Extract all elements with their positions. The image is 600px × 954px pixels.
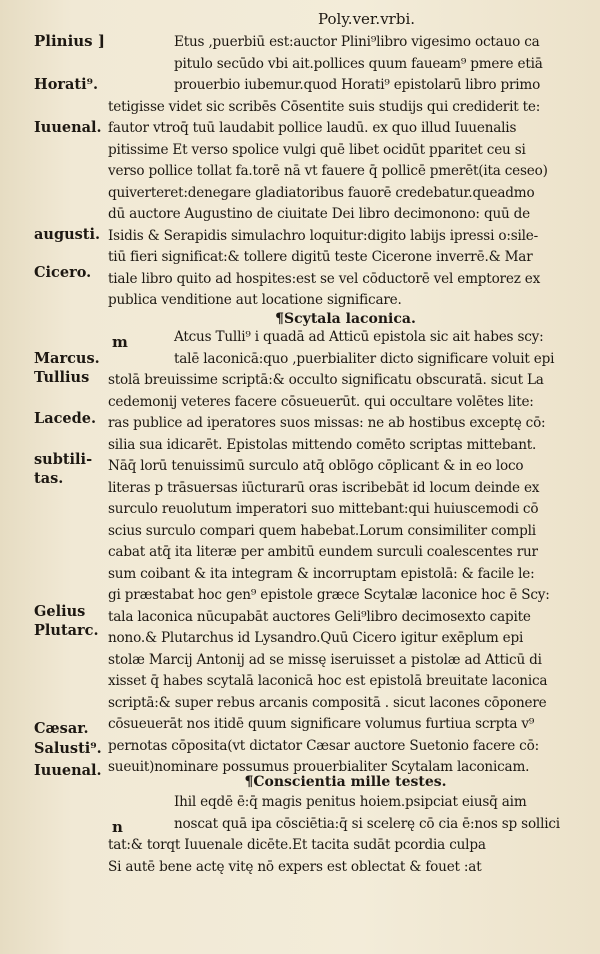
margin-note: Lacede. (34, 410, 97, 427)
text-line: talē laconicā:quo ,puerbialiter dicto significare voluit epi (174, 350, 555, 367)
text-line: pitissime Et verso spolice vulgi quē libet ocidūt pparitet ceu si (108, 141, 526, 158)
margin-note: Horati⁹. (34, 76, 99, 93)
text-line: sueuit)nominare possumus prouerbialiter Scytalam laconicam. (108, 759, 530, 775)
margin-note: Iuuenal. (34, 762, 102, 779)
text-line: cōsueuerāt nos itidē quum significare volumus furtiua scrpta v⁹ (108, 716, 535, 732)
text-line: prouerbio iubemur.quod Horati⁹ epistolarū libro primo (174, 77, 541, 93)
paragraph-etus (108, 32, 583, 312)
initial-letter: n (112, 818, 123, 836)
text-line: Si autē bene actę vitę nō expers est oblectat & fouet :at (108, 858, 482, 875)
margin-note: Salusti⁹. (34, 740, 102, 757)
text-line: tiū fieri significat:& tollere digitū teste Cicerone inverrē.& Mar (108, 249, 533, 265)
margin-note: Plutarc. (34, 622, 99, 639)
text-line: xisset q̄ habes scytalā laconicā hoc est epistolā breuitate laconica (108, 673, 548, 689)
section-heading-scytala: ¶Scytala laconica. (275, 311, 416, 327)
text-line: literas p trāsuersas iūcturarū oras iscribebāt id locum deinde ex (108, 479, 540, 496)
text-line: Ihil eqdē ē:q̄ magis penitus hoiem.psipciat eiusq̄ aim (174, 794, 527, 810)
running-head-title: Poly.ver.vrbi. (318, 10, 416, 28)
text-line: silia sua idicarēt. Epistolas mittendo comēto scriptas mittebant. (108, 436, 537, 453)
margin-note: tas. (34, 470, 64, 487)
text-line: Etus ,puerbiū est:auctor Plini⁹libro vigesimo octauo ca (174, 34, 540, 50)
text-line: gi præstabat hoc gen⁹ epistole græce Scytalæ laconice hoc ē Scy: (108, 587, 550, 603)
margin-note: Tullius (34, 369, 90, 386)
text-line: dū auctore Augustino de ciuitate Dei libro decimonono: quū de (108, 206, 531, 222)
margin-note: Cæsar. (34, 720, 89, 737)
margin-note: Gelius (34, 603, 86, 620)
text-line: stolā breuissime scriptā:& occulto significatu obscuratā. sicut La (108, 372, 544, 388)
text-line: cabat atq̄ ita literæ per ambitū eundem surculi coalescentes rur (108, 544, 538, 560)
text-line: scriptā:& super rebus arcanis compositā . sicut lacones cōponere (108, 694, 547, 711)
text-line: sum coibant & ita integram & incorruptam epistolā: & facile le: (108, 565, 535, 582)
text-line: Nāq̄ lorū tenuissimū surculo atq̄ oblōgo cōplicant & in eo loco (108, 458, 524, 474)
text-line: publica venditione aut locatione significare. (108, 292, 402, 308)
section-heading-conscientia: ¶Conscientia mille testes. (244, 774, 447, 790)
text-line: nono.& Plutarchus id Lysandro.Quū Cicero igitur exēplum epi (108, 630, 524, 646)
text-line: Atcus Tulli⁹ i quadā ad Atticū epistola sic ait habes scy: (174, 329, 544, 345)
margin-note: Marcus. (34, 350, 100, 367)
margin-note: subtili- (34, 451, 93, 468)
text-line: quiverteret:denegare gladiatoribus fauorē credebatur.queadmo (108, 184, 535, 201)
text-line: tala laconica nūcupabāt auctores Geli⁹libro decimosexto capite (108, 608, 531, 625)
text-line: fautor vtroq̄ tuū laudabit pollice laudū. ex quo illud Iuuenalis (108, 120, 517, 136)
paragraph-scytala (108, 327, 583, 779)
text-line: cedemonij veteres facere cōsueuerūt. qui occultare volētes lite: (108, 393, 534, 410)
text-line: stolæ Marcij Antonij ad se missę iseruisset a pistolæ ad Atticū di (108, 651, 542, 668)
text-line: noscat quā ipa cōsciētia:q̄ si scelerę cō cia ē:nos sp sollici (174, 815, 560, 832)
text-line: tetigisse videt sic scribēs Cōsentite suis studijs qui crediderit te: (108, 98, 541, 115)
text-line: ras publice ad iperatores suos missas: ne ab hostibus exceptę cō: (108, 415, 546, 431)
margin-note: Cicero. (34, 264, 92, 281)
text-line: tat:& torqt Iuuenale dicēte.Et tacita sudāt pcordia culpa (108, 837, 486, 853)
margin-note: Iuuenal. (34, 119, 102, 136)
running-head-left: Plinius ] (34, 32, 105, 50)
text-line: verso pollice tollat fa.torē nā vt fauere q̄ pollicē pmerēt(ita ceseo) (108, 163, 548, 179)
text-line: scius surculo compari quem habebat.Lorum consimiliter compli (108, 522, 536, 539)
text-line: tiale libro quito ad hospites:est se vel cōductorē vel emptorez ex (108, 270, 541, 287)
text-line: pitulo secūdo vbi ait.pollices quum faueam⁹ pmere etiā (174, 55, 543, 72)
text-line: surculo reuolutum imperatori suo mittebant:qui huiuscemodi cō (108, 501, 539, 517)
text-line: Isidis & Serapidis simulachro loquitur:digito labijs ipressi o:sile- (108, 227, 539, 244)
paragraph-conscientia (108, 792, 583, 878)
margin-note: augusti. (34, 226, 101, 243)
text-line: pernotas cōposita(vt dictator Cæsar auctore Suetonio facere cō: (108, 737, 539, 754)
initial-letter: m (112, 333, 128, 351)
